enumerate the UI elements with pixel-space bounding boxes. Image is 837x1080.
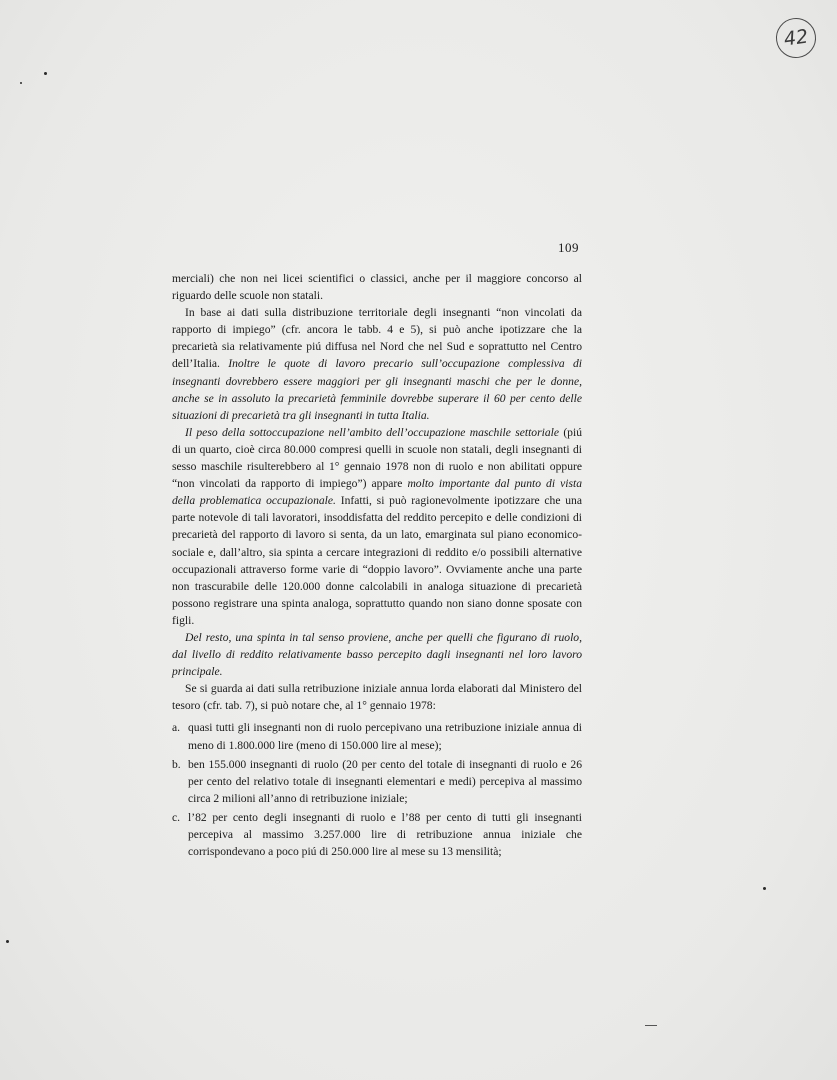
list-item: [172, 756, 582, 807]
scan-speck: [20, 82, 22, 84]
list-item: [172, 809, 582, 860]
scan-dash-mark: [645, 1025, 657, 1026]
archive-number: 42: [782, 25, 810, 51]
list-marker: b.: [172, 757, 181, 771]
paragraph-text: (piú di un quarto, cioè circa 80.000 compresi quelli in scuole non statali, degli insegnanti di sesso maschile risulterebbero al 1° gennaio 1978 non di ruolo e non abilitati oppure “non vincolati da rapporto di impiego”) appare: [172, 425, 582, 491]
list-item-text: l’82 per cento degli insegnanti di ruolo e l’88 per cento di tutti gli insegnanti percepiva al massimo 3.257.000 lire di retribuzione annua iniziale che corrispondevano a poco piú di 250.000 lire al mese su 13 mensilità;: [188, 810, 582, 859]
paragraph-salary-data: Se si guarda ai dati sulla retribuzione iniziale annua lorda elaborati dal Ministero del tesoro (cfr. tab. 7), si può notare che, al 1° gennaio 1978:: [172, 682, 582, 713]
paragraph-emphasis: Del resto, una spinta in tal senso proviene, anche per quelli che figurano di ruolo, dal livello di reddito relativamente basso percepito dagli insegnanti nel loro lavoro principale.: [172, 630, 582, 679]
scan-speck: [44, 72, 47, 75]
paragraph-text: In base ai dati sulla distribuzione territoriale degli insegnanti “non vincolati da rapporto di impiego” (cfr. ancora le tabb. 4 e 5), si può anche ipotizzare che la precarietà sia relativamente piú diffusa nel Nord che nel Sud e soprattutto nel Centro dell’Italia.: [172, 306, 582, 371]
paragraph-emphasis: Il peso della sottoccupazione nell’ambito dell’occupazione maschile settoriale: [185, 425, 560, 439]
salary-list: [172, 719, 582, 860]
page-number: 109: [558, 240, 579, 255]
paragraph-continuation: merciali) che non nei licei scientifici o classici, anche per il maggiore concorso al riguardo delle scuole non statali.: [172, 272, 582, 303]
list-item-text: quasi tutti gli insegnanti non di ruolo percepivano una retribuzione iniziale annua di meno di 1.800.000 lire (meno di 150.000 lire al mese);: [188, 721, 582, 752]
paragraph-income-push: [172, 629, 582, 680]
scan-speck: [6, 940, 9, 943]
scan-speck: [763, 887, 766, 890]
paragraph-underemployment: [172, 424, 582, 629]
archive-number-stamp: [773, 15, 818, 60]
list-marker: a.: [172, 721, 181, 735]
paragraph-emphasis: Inoltre le quote di lavoro precario sull’occupazione complessiva di insegnanti dovrebbero essere maggiori per gli insegnanti maschi che per le donne, anche se in assoluto la precarietà femminile dovrebbe superare il 60 per cento delle situazioni di precarietà tra gli insegnanti in tutta Italia.: [172, 357, 582, 422]
list-item-text: ben 155.000 insegnanti di ruolo (20 per cento del totale di insegnanti di ruolo e 26 per cento del relativo totale di insegnanti elementari e medi) percepiva al massimo circa 2 milioni all’anno di retribuzione iniziale;: [188, 757, 582, 805]
paragraph-text: Infatti, si può ragionevolmente ipotizzare che una parte notevole di tali lavoratori, insoddisfatta del reddito percepito e delle condizioni di precarietà del rapporto di lavoro si senta, da un lato, emarginata sul piano economico-sociale e, dall’altro, sia spinta a cercare integrazioni di reddito e/o possibili alternative occupazionali attraverso forme varie di “doppio lavoro”. Ovviamente anche una parte non trascurabile delle 120.000 donne calcolabili in analoga situazione di precarietà possono registrare una spinta analoga, soprattutto quando non siano donne sposate con figli.: [172, 494, 582, 627]
body-text: [172, 270, 582, 862]
paragraph-emphasis: molto importante dal punto di vista della problematica occupazionale.: [172, 477, 583, 508]
list-marker: c.: [172, 810, 181, 824]
list-item: [172, 719, 582, 753]
paragraph-territorial-distribution: [172, 304, 582, 424]
